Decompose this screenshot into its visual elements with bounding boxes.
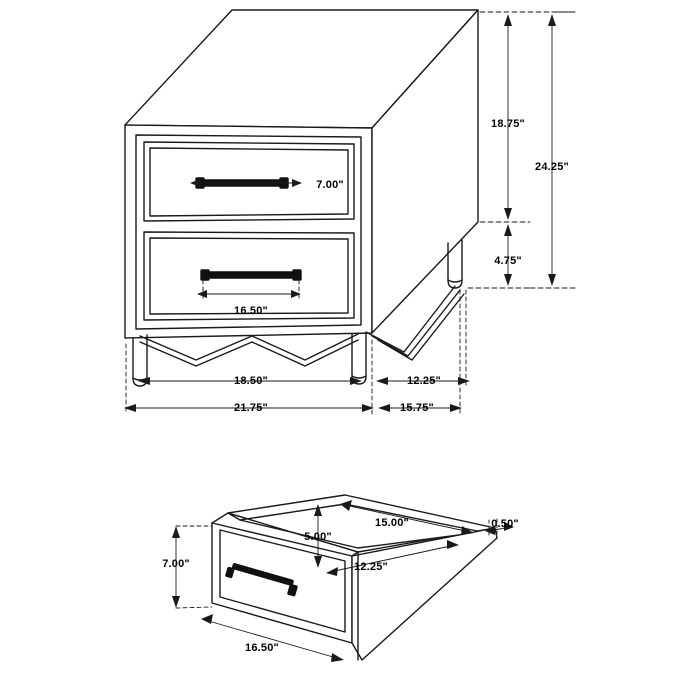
- label-drawer-interior-width: 15.00": [375, 517, 409, 529]
- label-height-overall: 24.25": [535, 161, 569, 173]
- bottom-drawer-pull: [201, 270, 301, 280]
- label-drawer-side-thickness: 0.50": [491, 518, 519, 530]
- label-side-depth: 12.25": [407, 375, 441, 387]
- label-front-width: 18.50": [234, 375, 268, 387]
- label-depth-upper: 18.75": [491, 118, 525, 130]
- label-overall-width: 21.75": [234, 402, 268, 414]
- label-overall-depth: 15.75": [400, 402, 434, 414]
- label-drawer-bottom-width: 12.25": [354, 561, 388, 573]
- label-drawer-interior-depth: 5.00": [304, 531, 332, 543]
- label-top-drawer-handle: 7.00": [316, 179, 344, 191]
- label-drawer-front-width: 16.50": [245, 642, 279, 654]
- label-drawer-height: 7.00": [162, 558, 190, 570]
- label-leg-height: 4.75": [494, 255, 522, 267]
- leg-front-right: [352, 333, 366, 384]
- label-bottom-drawer-handle: 16.50": [234, 305, 268, 317]
- base-brace-front: [140, 334, 358, 366]
- drawer-detail: [212, 495, 497, 660]
